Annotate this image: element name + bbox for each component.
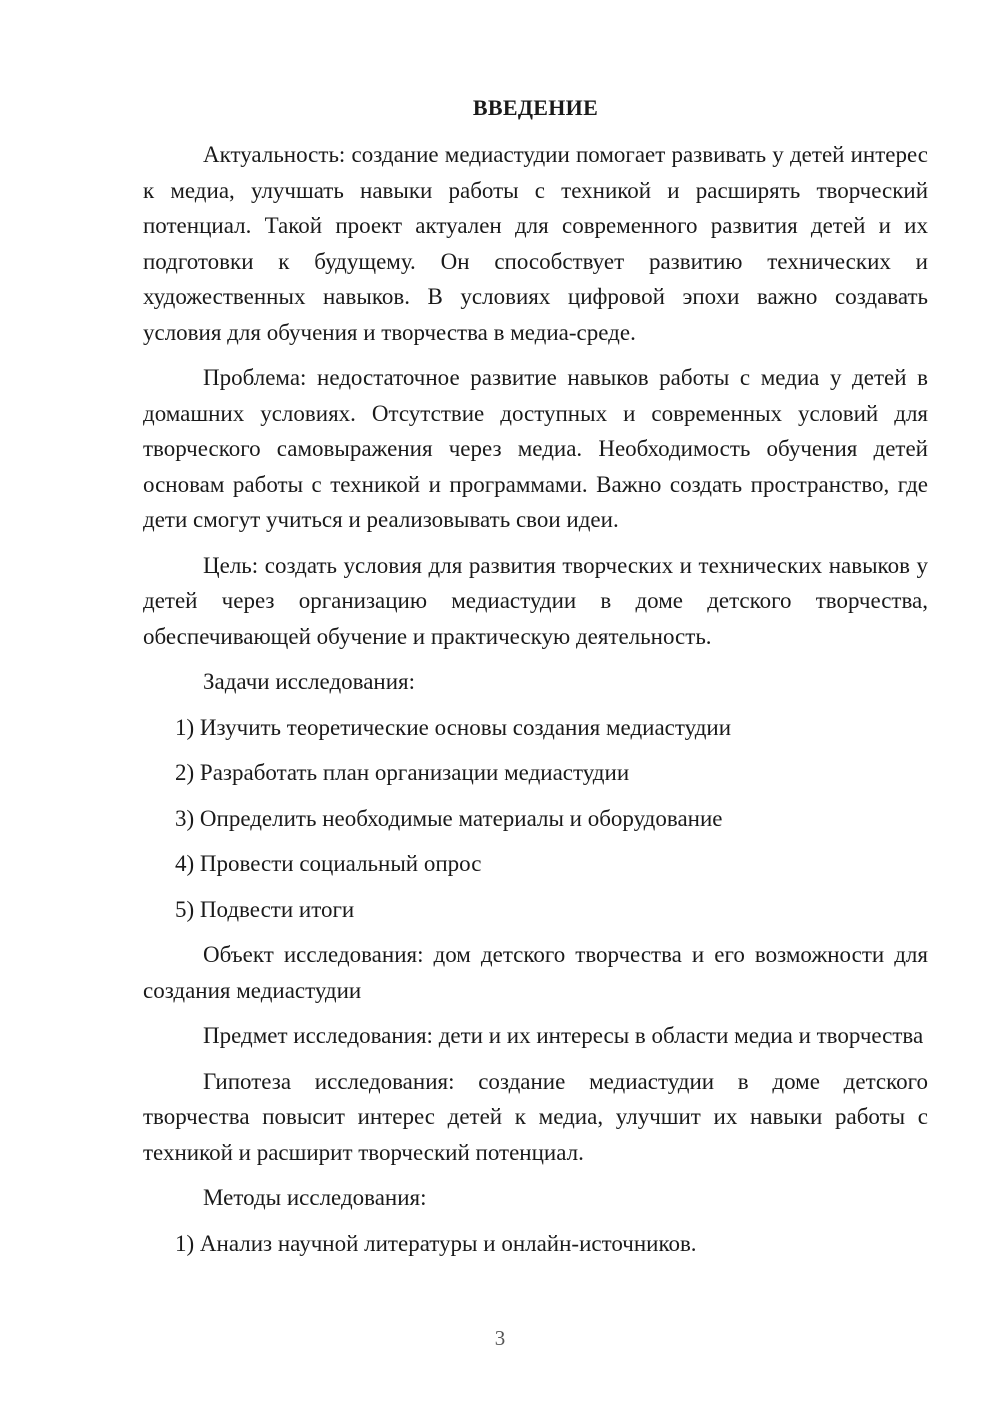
paragraph-object: Объект исследования: дом детского творчества и его возможности для создания медиастудии [143, 942, 928, 1003]
paragraph-problem: Проблема: недостаточное развитие навыков работы с медиа у детей в домашних условиях. Отсутствие доступных и современных условий для творческого самовыражения через медиа. Необходимость обучения детей основам работы с техникой и программами. Важно создать пространство, где дети смогут учиться и реализовывать свои идеи. [143, 365, 928, 532]
list-item: 4) Провести социальный опрос [175, 851, 482, 876]
tasks-list [143, 710, 928, 928]
methods-heading: Методы исследования: [203, 1185, 427, 1210]
list-item: 3) Определить необходимые материалы и оборудование [175, 805, 723, 831]
paragraph-subject: Предмет исследования: дети и их интересы в области медиа и творчества [203, 1023, 924, 1048]
page-title: ВВЕДЕНИЕ [472, 95, 599, 120]
methods-list [143, 1226, 928, 1262]
paragraph-hypothesis: Гипотеза исследования: создание медиастудии в доме детского творчества повысит интерес детей к медиа, улучшит их навыки работы с техникой и расширит творческий потенциал. [143, 1068, 928, 1165]
list-item: 1) Изучить теоретические основы создания медиастудии [175, 714, 732, 740]
tasks-heading: Задачи исследования: [203, 669, 416, 694]
page-number: 3 [494, 1326, 506, 1350]
paragraph-goal: Цель: создать условия для развития творческих и технических навыков у детей через организацию медиастудии в доме детского творчества, обеспечивающей обучение и практическую деятельность. [143, 552, 928, 649]
list-item: 5) Подвести итоги [175, 896, 355, 922]
paragraph-relevance: Актуальность: создание медиастудии помогает развивать у детей интерес к медиа, улучшать навыки работы с техникой и расширять творческий потенциал. Такой проект актуален для современного развития детей и их подготовки к будущему. Он способствует развитию технических и художественных навыков. В условиях цифровой эпохи важно создавать условия для обучения и творчества в медиа-среде. [143, 142, 928, 345]
document-page [143, 95, 928, 1271]
list-item: 1) Анализ научной литературы и онлайн-источников. [175, 1230, 697, 1256]
list-item: 2) Разработать план организации медиастудии [175, 760, 630, 785]
